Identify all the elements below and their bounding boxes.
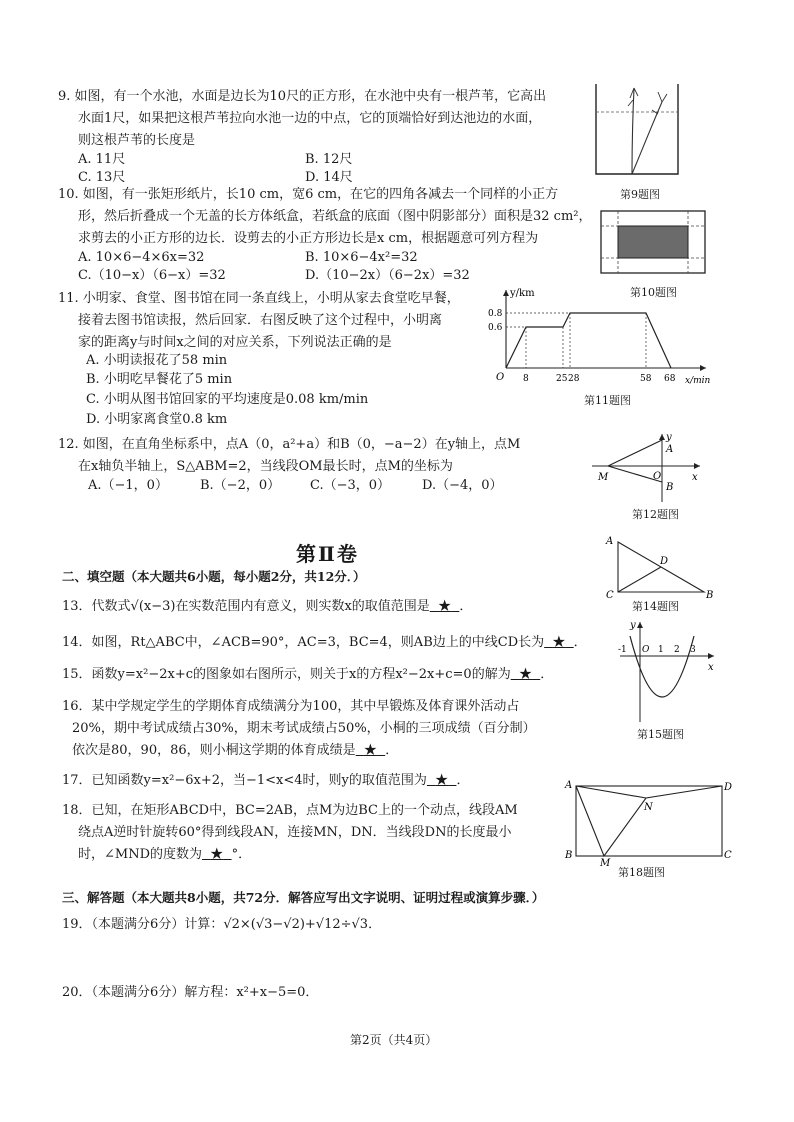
- q11-ytick-06: 0.6: [488, 323, 503, 333]
- q12-label-o: O: [653, 471, 662, 482]
- q18-label-d: D: [724, 782, 733, 793]
- q11-xtick-28: 28: [568, 374, 580, 384]
- q14-star: ★: [552, 635, 566, 650]
- q11-option-c: C. 小明从图书馆回家的平均速度是0.08 km/min: [86, 392, 369, 407]
- q11-xlabel: x/min: [685, 376, 711, 386]
- q12-option-b: B.（−2，0）: [200, 478, 281, 493]
- q14-label-b: B: [706, 590, 714, 600]
- q12-line-1: 12. 如图，在直角坐标系中，点A（0，a²+a）和B（0，−a−2）在y轴上，点M: [58, 437, 521, 452]
- q11-line-3: 家的距离y与时间x之间的对应关系，下列说法正确的是: [78, 335, 392, 350]
- q14-label-a: A: [606, 536, 614, 547]
- q14-stem: 14．如图，Rt△ABC中，∠ACB=90°，AC=3，BC=4，则AB边上的中线CD长为: [62, 635, 545, 650]
- q18-stem: 时，∠MND的度数为: [78, 847, 203, 862]
- q11-caption: 第11题图: [584, 394, 631, 407]
- q18-label-c: C: [724, 850, 732, 861]
- page-footer: 第2页（共4页）: [350, 1033, 438, 1047]
- q13-answer-blank: [430, 599, 460, 614]
- q11-ytick-08: 0.8: [488, 309, 503, 319]
- q14-label-c: C: [606, 590, 614, 600]
- q9-caption: 第9题图: [620, 188, 660, 201]
- q10-figure: [598, 208, 708, 278]
- q18-caption: 第18题图: [618, 866, 665, 879]
- q19-text: 19．（本题满分6分）计算：√2×(√3−√2)+√12÷√3．: [62, 917, 382, 932]
- q9-figure: [592, 80, 684, 180]
- q18-line-3: [78, 844, 251, 866]
- q16-star: ★: [363, 743, 377, 758]
- q16-answer-blank: [356, 743, 386, 758]
- q11-option-b: B. 小明吃早餐花了5 min: [86, 372, 233, 387]
- q10-option-b: B. 10×6−4x²=32: [305, 250, 418, 265]
- q15-label-neg1: -1: [618, 645, 627, 655]
- q9-line-2: 水面1尺，如果把这根芦苇拉向水池一边的中点，它的顶端恰好到达池边的水面，: [78, 111, 542, 126]
- q16-end: ．: [385, 743, 399, 758]
- q11-graph: [488, 284, 718, 390]
- q18-label-a: A: [565, 780, 573, 791]
- q10-caption: 第10题图: [630, 286, 677, 299]
- q9-line-1: 9. 如图，有一个水池，水面是边长为10尺的正方形，在水池中央有一根芦苇，它高出: [58, 89, 547, 104]
- q17-stem: 17．已知函数y=x²−6x+2，当−1<x<4时，则y的取值范围为: [62, 773, 427, 788]
- part2-section-heading: 二、填空题（本大题共6小题，每小题2分，共12分．）: [62, 569, 366, 584]
- q18-label-n: N: [644, 802, 653, 813]
- q18-label-m: M: [600, 858, 611, 866]
- q10-line-3: 求剪去的小正方形的边长．设剪去的小正方形边长是x cm，根据题意可列方程为: [78, 231, 539, 246]
- q15-figure: [618, 618, 718, 726]
- q10-line-2: 形，然后折叠成一个无盖的长方体纸盒，若纸盒的底面（图中阴影部分）面积是32 cm²，: [78, 209, 592, 224]
- q13-end: ．: [459, 599, 473, 614]
- q18-label-b: B: [565, 850, 573, 861]
- q14-answer-blank: [544, 635, 574, 650]
- q11-xtick-25: 25: [556, 374, 568, 384]
- q15-label-o: O: [642, 645, 650, 655]
- q13-star: ★: [438, 599, 452, 614]
- q12-option-c: C.（−3，0）: [310, 478, 391, 493]
- q12-label-y: y: [666, 432, 672, 443]
- part2-title: 第Ⅱ卷: [296, 542, 359, 566]
- q16-line-1: 16．某中学规定学生的学期体育成绩满分为100，其中早锻炼及体育课外活动占: [62, 699, 520, 714]
- q11-option-a: A. 小明读报花了58 min: [86, 353, 228, 368]
- q14-end: ．: [573, 635, 587, 650]
- q15-label-1: 1: [658, 645, 664, 655]
- q18-star: ★: [210, 847, 224, 862]
- q16-line-2: 20%，期中考试成绩占30%，期末考试成绩占50%，小桐的三项成绩（百分制）: [72, 721, 536, 736]
- q15-answer-blank: [511, 667, 541, 682]
- q12-caption: 第12题图: [632, 508, 679, 521]
- q11-xtick-8: 8: [523, 374, 529, 384]
- q11-ylabel: y/km: [510, 288, 535, 299]
- q15-label-3: 3: [690, 645, 696, 655]
- q11-xtick-58: 58: [640, 374, 652, 384]
- q14-label-d: D: [660, 556, 669, 567]
- q12-line-2: 在x轴负半轴上，S△ABM=2，当线段OM最长时，点M的坐标为: [78, 459, 453, 474]
- q9-option-a: A. 11尺: [78, 152, 126, 167]
- q14-figure: [604, 534, 714, 600]
- q16-line-3: [72, 740, 398, 762]
- q16-stem: 依次是80，90，86，则小桐这学期的体育成绩是: [72, 743, 356, 758]
- part3-section-heading: 三、解答题（本大题共8小题，共72分．解答应写出文字说明、证明过程或演算步骤．）: [62, 890, 545, 905]
- q14-caption: 第14题图: [632, 600, 679, 613]
- q18-line-1: 18．已知，在矩形ABCD中，BC=2AB，点M为边BC上的一个动点，线段AM: [62, 803, 518, 818]
- q12-option-d: D.（−4，0）: [422, 478, 503, 493]
- q12-option-a: A.（−1，0）: [88, 478, 168, 493]
- q9-option-c: C. 13尺: [78, 170, 126, 185]
- q17-star: ★: [435, 773, 449, 788]
- q15-end: ．: [540, 667, 554, 682]
- q10-line-1: 10. 如图，有一张矩形纸片，长10 cm，宽6 cm，在它的四角各减去一个同样的小正方: [58, 187, 559, 202]
- q10-option-d: D.（10−2x）（6−2x）=32: [305, 268, 470, 283]
- q18-figure: [562, 776, 734, 866]
- q15-label-x: x: [708, 662, 714, 673]
- q12-figure: [590, 430, 705, 505]
- q13-text: [62, 596, 472, 618]
- q17-text: [62, 770, 469, 792]
- q10-option-c: C.（10−x）（6−x）=32: [78, 268, 226, 283]
- q18-end: °．: [231, 847, 252, 862]
- q9-option-b: B. 12尺: [305, 152, 353, 167]
- q12-label-a: A: [666, 444, 674, 455]
- q11-option-d: D. 小明家离食堂0.8 km: [86, 412, 228, 427]
- q15-star: ★: [518, 667, 532, 682]
- q11-line-1: 11. 小明家、食堂、图书馆在同一条直线上，小明从家去食堂吃早餐，: [58, 291, 460, 306]
- q9-line-3: 则这根芦苇的长度是: [78, 133, 196, 148]
- q18-line-2: 绕点A逆时针旋转60°得到线段AN，连接MN，DN．当线段DN的长度最小: [78, 825, 512, 840]
- q13-stem: 13．代数式√(x−3)在实数范围内有意义，则实数x的取值范围是: [62, 599, 430, 614]
- q12-label-b: B: [666, 482, 674, 493]
- q20-text: 20．（本题满分6分）解方程：x²+x−5=0．: [62, 985, 319, 1000]
- q15-stem: 15．函数y=x²−2x+c的图象如右图所示，则关于x的方程x²−2x+c=0的解为: [62, 667, 511, 682]
- q12-label-x: x: [692, 472, 698, 483]
- q11-origin: O: [496, 372, 505, 383]
- q15-caption: 第15题图: [637, 728, 684, 741]
- q15-label-y: y: [630, 620, 636, 631]
- q10-option-a: A. 10×6−4×6x=32: [78, 250, 205, 265]
- q15-label-2: 2: [674, 645, 680, 655]
- q15-text: [62, 664, 553, 686]
- q17-answer-blank: [427, 773, 457, 788]
- q9-option-d: D. 14尺: [305, 170, 353, 185]
- q18-answer-blank: [202, 847, 232, 862]
- q14-text: [62, 632, 587, 654]
- q17-end: ．: [456, 773, 470, 788]
- q11-xtick-68: 68: [664, 374, 676, 384]
- q11-line-2: 接着去图书馆读报，然后回家．右图反映了这个过程中，小明离: [78, 313, 443, 328]
- q12-label-m: M: [598, 472, 609, 483]
